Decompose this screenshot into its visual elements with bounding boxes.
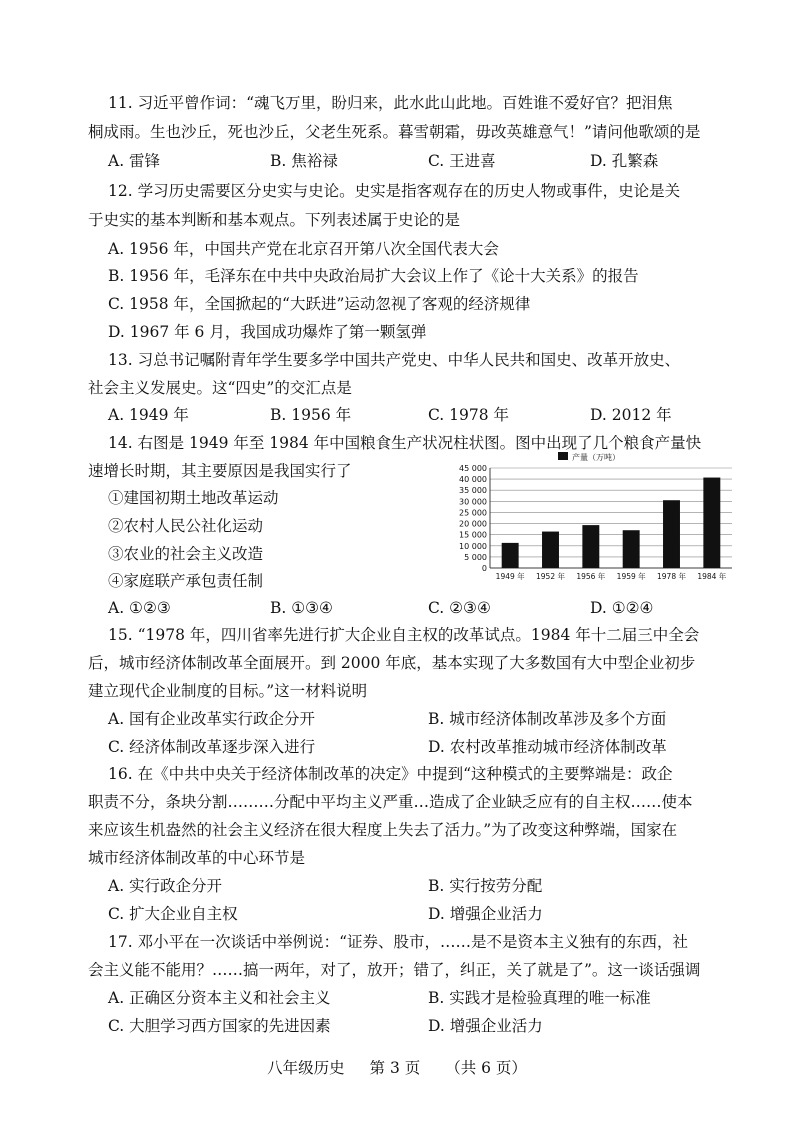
q15-option-a: A. 国有企业改革实行政企分开 <box>108 710 316 728</box>
q12-option-c: C. 1958 年，全国掀起的“大跃进”运动忽视了客观的经济规律 <box>108 295 531 313</box>
q16-line-4: 城市经济体制改革的中心环节是 <box>88 849 306 867</box>
bar-2 <box>542 532 559 568</box>
q12-option-d: D. 1967 年 6 月，我国成功爆炸了第一颗氢弹 <box>108 323 427 341</box>
q14-item-3: ③农业的社会主义改造 <box>108 545 264 563</box>
q14-option-b: B. ①③④ <box>270 599 333 617</box>
y-tick-label: 10 000 <box>459 541 487 551</box>
x-tick-label: 1956 年 <box>576 572 606 581</box>
y-tick-label: 30 000 <box>459 497 487 507</box>
q12-line-1: 12. 学习历史需要区分史实与史论。史实是指客观存在的历史人物或事件，史论是关 <box>108 182 681 200</box>
q15-option-c: C. 经济体制改革逐步深入进行 <box>108 738 316 756</box>
q17-line-2: 会主义能不能用？……搞一两年，对了，放开；错了，纠正，关了就是了”。这一谈话强调 <box>88 961 701 979</box>
y-tick-label: 40 000 <box>459 475 487 485</box>
y-tick-label: 35 000 <box>459 486 487 496</box>
q11-line-2: 桐成雨。生也沙丘，死也沙丘，父老生死系。暮雪朝霜，毋改英雄意气！”请问他歌颂的是 <box>88 123 701 141</box>
q11-option-d: D. 孔繁森 <box>590 152 659 170</box>
q11-option-a: A. 雷锋 <box>108 152 161 170</box>
y-tick-label: 0 <box>481 564 487 573</box>
legend-label: 产量（万吨） <box>572 453 620 462</box>
q16-option-a: A. 实行政企分开 <box>108 877 223 895</box>
q14-option-c: C. ②③④ <box>428 599 491 617</box>
footer-page: 第 3 页 <box>369 1059 421 1077</box>
q13-option-c: C. 1978 年 <box>428 406 510 424</box>
q14-option-a: A. ①②③ <box>108 599 171 617</box>
q14-item-4: ④家庭联产承包责任制 <box>108 572 264 590</box>
x-tick-label: 1984 年 <box>697 572 727 581</box>
q17-option-d: D. 增强企业活力 <box>428 1017 543 1035</box>
y-tick-label: 5 000 <box>464 552 487 562</box>
q11-option-c: C. 王进喜 <box>428 152 496 170</box>
q17-option-b: B. 实践才是检验真理的唯一标准 <box>428 989 651 1007</box>
footer-total: （共 6 页） <box>445 1059 527 1077</box>
q16-line-1: 16. 在《中共中央关于经济体制改革的决定》中提到“这种模式的主要弊端是：政企 <box>108 765 673 783</box>
q17-line-1: 17. 邓小平在一次谈话中举例说：“证券、股市，……是不是资本主义独有的东西，社 <box>108 933 689 951</box>
bar-3 <box>582 525 599 568</box>
legend-swatch <box>558 452 568 460</box>
q11-line-1: 11. 习近平曾作词：“魂飞万里，盼归来，此水此山此地。百姓谁不爱好官？把泪焦 <box>108 94 673 112</box>
q14-option-d: D. ①②④ <box>590 599 654 617</box>
q16-line-3: 来应该生机盎然的社会主义经济在很大程度上失去了活力。”为了改变这种弊端，国家在 <box>88 821 678 839</box>
page-footer <box>0 1056 794 1078</box>
q13-option-a: A. 1949 年 <box>108 406 189 424</box>
q15-option-d: D. 农村改革推动城市经济体制改革 <box>428 738 667 756</box>
y-tick-label: 45 000 <box>459 464 487 473</box>
q14-item-2: ②农村人民公社化运动 <box>108 517 264 535</box>
q16-option-b: B. 实行按劳分配 <box>428 877 543 895</box>
y-tick-label: 25 000 <box>459 508 487 518</box>
q13-option-b: B. 1956 年 <box>270 406 352 424</box>
y-tick-label: 20 000 <box>459 519 487 529</box>
grain-production-chart <box>440 450 740 590</box>
q15-option-b: B. 城市经济体制改革涉及多个方面 <box>428 710 667 728</box>
bar-1 <box>502 543 519 568</box>
q13-line-2: 社会主义发展史。这“四史”的交汇点是 <box>88 379 352 397</box>
bar-4 <box>623 530 640 568</box>
q15-line-1: 15. “1978 年，四川省率先进行扩大企业自主权的改革试点。1984 年十二届三中全会 <box>108 626 700 644</box>
q13-option-d: D. 2012 年 <box>590 406 672 424</box>
q16-line-2: 职责不分，条块分割………分配中平均主义严重…造成了企业缺乏应有的自主权……使本 <box>88 793 693 811</box>
q15-line-2: 后，城市经济体制改革全面展开。到 2000 年底，基本实现了大多数国有大中型企业初步 <box>88 654 696 672</box>
bar-5 <box>663 500 680 568</box>
x-tick-label: 1978 年 <box>657 572 686 581</box>
q14-line-2: 速增长时期，其主要原因是我国实行了 <box>88 462 352 480</box>
y-tick-label: 15 000 <box>459 530 487 540</box>
x-tick-label: 1949 年 <box>495 572 525 581</box>
q13-line-1: 13. 习总书记嘱附青年学生要多学中国共产党史、中华人民共和国史、改革开放史、 <box>108 351 681 369</box>
q11-option-b: B. 焦裕禄 <box>270 152 338 170</box>
q15-line-3: 建立现代企业制度的目标。”这一材料说明 <box>88 682 368 700</box>
q12-option-a: A. 1956 年，中国共产党在北京召开第八次全国代表大会 <box>108 240 499 258</box>
x-tick-label: 1959 年 <box>616 572 646 581</box>
q16-option-c: C. 扩大企业自主权 <box>108 905 238 923</box>
q16-option-d: D. 增强企业活力 <box>428 905 543 923</box>
q12-option-b: B. 1956 年，毛泽东在中共中央政治局扩大会议上作了《论十大关系》的报告 <box>108 267 639 285</box>
q14-item-1: ①建国初期土地改革运动 <box>108 489 279 507</box>
q17-option-a: A. 正确区分资本主义和社会主义 <box>108 989 331 1007</box>
q17-option-c: C. 大胆学习西方国家的先进因素 <box>108 1017 331 1035</box>
bar-6 <box>703 478 720 568</box>
q12-line-2: 于史实的基本判断和基本观点。下列表述属于史论的是 <box>88 211 461 229</box>
x-tick-label: 1952 年 <box>536 572 565 581</box>
footer-subject: 八年级历史 <box>267 1059 345 1077</box>
q14-line-1: 14. 右图是 1949 年至 1984 年中国粮食生产状况柱状图。图中出现了几个粮食产量快 <box>108 434 702 452</box>
